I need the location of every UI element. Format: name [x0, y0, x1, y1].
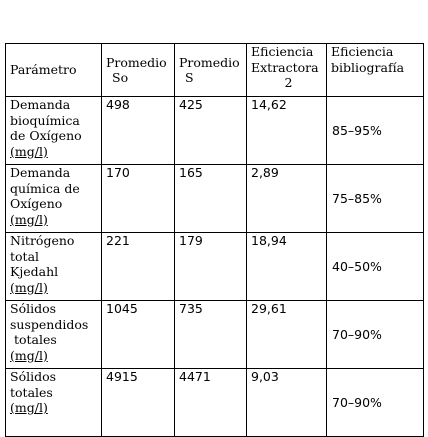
eficiencia-extractora-cell: 18,94: [247, 233, 327, 301]
header-promedio-s: [175, 44, 247, 97]
param-unit: (mg/l): [10, 143, 48, 159]
promedio-s-cell: 4471: [175, 369, 247, 437]
table-row: [6, 165, 424, 233]
param-line: Demanda: [10, 97, 71, 112]
promedio-s-cell: 179: [175, 233, 247, 301]
header-eficiencia-bibliografia-line1: Eficiencia: [331, 44, 394, 59]
param-line: química de: [10, 180, 80, 196]
param-unit: (mg/l): [10, 279, 48, 295]
param-cell: [6, 301, 102, 369]
param-cell: [6, 97, 102, 165]
header-promedio-s-line2: S: [185, 70, 194, 85]
param-cell: [6, 233, 102, 301]
table-row: [6, 233, 424, 301]
param-line: bioquímica: [10, 112, 80, 128]
header-eficiencia-extractora-line2: Extractora: [251, 59, 319, 75]
eficiencia-bibliografia-cell: 85–95%: [327, 97, 424, 165]
header-promedio-so-line2: So: [112, 70, 129, 85]
param-unit: (mg/l): [10, 211, 48, 227]
header-promedio-so: [102, 44, 175, 97]
header-eficiencia-bibliografia-line2: bibliografía: [331, 59, 405, 75]
param-line: suspendidos: [10, 316, 89, 332]
eficiencia-extractora-cell: 9,03: [247, 369, 327, 437]
param-unit: (mg/l): [10, 347, 48, 363]
eficiencia-extractora-cell: 14,62: [247, 97, 327, 165]
header-parametro: [6, 44, 102, 97]
header-parametro-label: Parámetro: [10, 62, 77, 78]
header-promedio-so-line1: Promedio: [106, 54, 167, 70]
param-unit: (mg/l): [10, 400, 48, 415]
promedio-so-cell: 4915: [102, 369, 175, 437]
eficiencia-extractora-cell: 2,89: [247, 165, 327, 233]
header-eficiencia-extractora: [247, 44, 327, 97]
header-eficiencia-extractora-line1: Eficiencia: [251, 44, 314, 59]
param-line: de Oxígeno: [10, 128, 82, 143]
table-row: [6, 301, 424, 369]
table-row: [6, 97, 424, 165]
param-line: total: [10, 248, 40, 264]
header-eficiencia-extractora-line3: 2: [284, 75, 293, 90]
promedio-s-cell: 165: [175, 165, 247, 233]
param-line: Sólidos: [10, 369, 57, 384]
eficiencia-bibliografia-cell: 70–90%: [327, 301, 424, 369]
param-line: Oxígeno: [10, 196, 63, 211]
promedio-so-cell: 221: [102, 233, 175, 301]
efficiency-table: [5, 43, 424, 437]
eficiencia-bibliografia-cell: 75–85%: [327, 165, 424, 233]
header-promedio-s-line1: Promedio: [179, 54, 240, 70]
param-line: totales: [10, 332, 57, 347]
param-cell: [6, 165, 102, 233]
header-eficiencia-bibliografia: [327, 44, 424, 97]
promedio-s-cell: 735: [175, 301, 247, 369]
promedio-so-cell: 1045: [102, 301, 175, 369]
eficiencia-bibliografia-cell: 40–50%: [327, 233, 424, 301]
promedio-s-cell: 425: [175, 97, 247, 165]
param-line: Sólidos: [10, 301, 57, 316]
param-line: Demanda: [10, 165, 71, 180]
promedio-so-cell: 170: [102, 165, 175, 233]
promedio-so-cell: 498: [102, 97, 175, 165]
param-line: Kjedahl: [10, 264, 59, 279]
eficiencia-bibliografia-cell: 70–90%: [327, 369, 424, 437]
table-row: [6, 369, 424, 437]
table-header-row: [6, 44, 424, 97]
param-line: totales: [10, 384, 53, 400]
param-line: Nitrógeno: [10, 233, 75, 248]
param-cell: [6, 369, 102, 437]
eficiencia-extractora-cell: 29,61: [247, 301, 327, 369]
